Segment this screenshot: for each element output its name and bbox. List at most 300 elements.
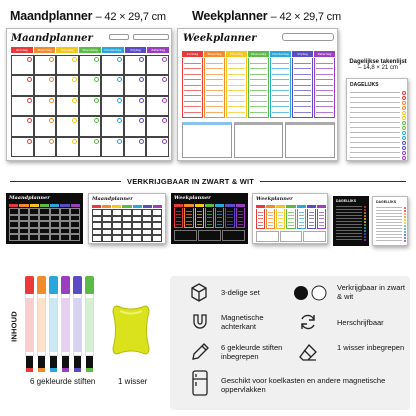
- checkbox-circle: [402, 126, 406, 130]
- writing-line: [316, 85, 333, 86]
- writing-line: [176, 214, 181, 215]
- writing-line: [299, 212, 304, 213]
- day-header-woensdag: Woensdag: [248, 51, 269, 57]
- writing-line: [184, 95, 201, 96]
- writing-line: [294, 79, 311, 80]
- variant-day-header: [92, 205, 162, 208]
- marker-brand: [38, 298, 45, 352]
- day-column: [236, 208, 245, 228]
- writing-line: [299, 222, 304, 223]
- task-line: [376, 225, 402, 226]
- marker: [25, 276, 34, 372]
- marker-cap: [25, 276, 34, 294]
- contents-label: INHOUD: [9, 311, 19, 342]
- day-column: [205, 208, 214, 228]
- writing-line: [186, 217, 191, 218]
- checkbox-circle: [404, 237, 406, 239]
- writing-line: [272, 68, 289, 69]
- calendar-cell: [112, 209, 122, 216]
- checkbox-circle: [404, 240, 406, 242]
- task-row: [376, 239, 406, 242]
- date-circle: [139, 98, 144, 103]
- task-line: [350, 97, 400, 98]
- calendar-cell: [112, 222, 122, 229]
- calendar-cell: [132, 229, 142, 236]
- variant-daily-white-label: DAGELIJKS: [376, 200, 397, 204]
- writing-line: [206, 90, 223, 91]
- eraser: [111, 302, 151, 358]
- monthly-title: Maandplanner – 42 × 29,7 cm: [10, 9, 166, 23]
- calendar-cell: [34, 137, 57, 157]
- day-header-vrijdag: [307, 205, 316, 208]
- feature-text: Magnetische achterkant: [221, 313, 264, 331]
- day-header-dinsdag: [112, 205, 121, 208]
- day-header-zaterdag: [153, 205, 162, 208]
- feature-text: 3-delige set: [221, 288, 260, 297]
- writing-line: [272, 79, 289, 80]
- writing-line: [238, 221, 243, 222]
- day-header-donderdag: Donderdag: [270, 51, 291, 57]
- writing-line: [176, 217, 181, 218]
- checkbox-circle: [404, 231, 406, 233]
- day-header-donderdag: [50, 204, 59, 207]
- writing-line: [228, 106, 245, 107]
- calendar-cell: [92, 209, 102, 216]
- checkbox-circle: [402, 106, 406, 110]
- writing-line: [217, 217, 222, 218]
- writing-line: [186, 214, 191, 215]
- marker: [61, 276, 70, 372]
- weekly-board: [177, 28, 338, 161]
- writing-line: [197, 214, 202, 215]
- writing-line: [184, 85, 201, 86]
- date-circle: [162, 118, 167, 123]
- day-header-vrijdag: [225, 204, 234, 207]
- calendar-cell: [50, 215, 60, 222]
- calendar-cell: [70, 215, 80, 222]
- writing-line: [228, 63, 245, 64]
- calendar-cell: [102, 222, 112, 229]
- calendar-cell: [124, 116, 147, 136]
- day-column: [174, 208, 183, 228]
- monthly-board-title: Maandplanner: [11, 33, 93, 44]
- calendar-cell: [92, 229, 102, 236]
- calendar-cell: [122, 235, 132, 242]
- calendar-cell: [60, 234, 70, 241]
- task-line: [376, 210, 402, 211]
- writing-line: [258, 225, 263, 226]
- day-column: [276, 209, 285, 229]
- task-line: [376, 228, 402, 229]
- calendar-cell: [34, 75, 57, 95]
- calendar-cell: [29, 215, 39, 222]
- writing-line: [278, 212, 283, 213]
- calendar-cell: [9, 234, 19, 241]
- date-circle: [27, 98, 32, 103]
- day-header-maandag: Maandag: [34, 47, 56, 53]
- feature-text: Herschrijfbaar: [337, 318, 384, 327]
- day-header-woensdag: [205, 204, 214, 207]
- date-circle: [27, 77, 32, 82]
- day-column: [182, 58, 203, 118]
- date-circle: [139, 118, 144, 123]
- writing-line: [316, 112, 333, 113]
- task-line: [376, 240, 402, 241]
- writing-line: [288, 212, 293, 213]
- writing-line: [316, 63, 333, 64]
- variant-daily-white: [372, 196, 408, 246]
- calendar-cell: [152, 216, 162, 223]
- writing-line: [294, 68, 311, 69]
- checkbox-circle: [404, 225, 406, 227]
- task-line: [376, 213, 402, 214]
- calendar-cell: [70, 208, 80, 215]
- marker-brand: [74, 298, 81, 352]
- writing-line: [227, 224, 232, 225]
- day-column: [266, 209, 275, 229]
- task-line: [350, 117, 400, 118]
- calendar-cell: [124, 55, 147, 75]
- writing-line: [217, 221, 222, 222]
- calendar-cell: [11, 75, 34, 95]
- variant-month-black: [6, 193, 83, 244]
- checkbox-circle: [402, 91, 406, 95]
- checkbox-circle: [402, 156, 406, 160]
- checkbox-circle: [404, 216, 406, 218]
- calendar-cell: [9, 208, 19, 215]
- calendar-cell: [9, 228, 19, 235]
- calendar-cell: [152, 229, 162, 236]
- calendar-cell: [19, 228, 29, 235]
- calendar-cell: [70, 228, 80, 235]
- day-header-vrijdag: Vrijdag: [292, 51, 313, 57]
- writing-line: [206, 74, 223, 75]
- date-circle: [117, 118, 122, 123]
- feature-text: Verkrijgbaar in zwart & wit: [337, 283, 405, 301]
- writing-line: [217, 211, 222, 212]
- monthly-board: [6, 28, 172, 161]
- eraser-caption: 1 wisser: [118, 377, 148, 386]
- calendar-cell: [11, 96, 34, 116]
- date-circle: [94, 139, 99, 144]
- date-circle: [49, 57, 54, 62]
- writing-line: [186, 224, 191, 225]
- day-column: [270, 58, 291, 118]
- writing-line: [250, 90, 267, 91]
- writing-line: [217, 224, 222, 225]
- writing-line: [316, 101, 333, 102]
- variant-grid: [9, 208, 80, 241]
- marker: [73, 276, 82, 372]
- date-circle: [72, 57, 77, 62]
- calendar-cell: [79, 55, 102, 75]
- writing-line: [319, 218, 324, 219]
- writing-line: [316, 74, 333, 75]
- calendar-cell: [146, 96, 169, 116]
- task-line: [350, 132, 400, 133]
- calendar-cell: [34, 116, 57, 136]
- calendar-cell: [56, 75, 79, 95]
- black-white-circles-icon: [292, 284, 330, 302]
- calendar-cell: [56, 96, 79, 116]
- variant-week-black-title: Weekplanner: [174, 195, 211, 201]
- day-header-vrijdag: Vrijdag: [125, 47, 147, 53]
- calendar-cell: [60, 215, 70, 222]
- date-circle: [49, 77, 54, 82]
- checkbox-circle: [404, 222, 406, 224]
- day-header-maandag: [266, 205, 275, 208]
- calendar-cell: [50, 208, 60, 215]
- calendar-cell: [9, 215, 19, 222]
- writing-line: [288, 225, 293, 226]
- calendar-cell: [34, 55, 57, 75]
- marker-cap: [61, 276, 70, 294]
- calendar-cell: [122, 216, 132, 223]
- day-header-donderdag: [215, 204, 224, 207]
- task-line: [350, 142, 400, 143]
- checkbox-circle: [364, 224, 366, 226]
- checkbox-circle: [364, 206, 366, 208]
- marker: [85, 276, 94, 372]
- date-circle: [72, 118, 77, 123]
- calendar-cell: [11, 55, 34, 75]
- checkbox-circle: [404, 228, 406, 230]
- calendar-cell: [70, 221, 80, 228]
- day-header-zaterdag: [317, 205, 326, 208]
- checkbox-circle: [402, 96, 406, 100]
- calendar-cell: [122, 209, 132, 216]
- writing-line: [206, 68, 223, 69]
- date-circle: [72, 77, 77, 82]
- day-header-maandag: [102, 205, 111, 208]
- marker-cap: [85, 276, 94, 294]
- date-circle: [117, 139, 122, 144]
- writing-line: [268, 218, 273, 219]
- writing-line: [207, 214, 212, 215]
- calendar-cell: [79, 75, 102, 95]
- calendar-cell: [79, 96, 102, 116]
- tasklist-board-label: DAGELIJKS: [350, 82, 379, 88]
- weekly-notes: [182, 122, 335, 158]
- writing-line: [272, 63, 289, 64]
- writing-line: [250, 85, 267, 86]
- black-section-title: VERKRIJGBAAR IN ZWART & WIT: [121, 177, 260, 186]
- writing-line: [184, 63, 201, 64]
- writing-line: [227, 217, 232, 218]
- date-circle: [94, 77, 99, 82]
- weekly-day-header: [182, 51, 335, 57]
- checkbox-circle: [402, 146, 406, 150]
- writing-line: [309, 225, 314, 226]
- tasklist-board: [346, 78, 408, 161]
- checkbox-circle: [402, 136, 406, 140]
- marker-eraser-tip: [50, 368, 57, 372]
- writing-line: [184, 106, 201, 107]
- writing-line: [228, 90, 245, 91]
- date-circle: [72, 98, 77, 103]
- task-line: [376, 237, 402, 238]
- writing-line: [228, 95, 245, 96]
- writing-line: [227, 211, 232, 212]
- marker-eraser-tip: [62, 368, 69, 372]
- writing-line: [268, 225, 273, 226]
- calendar-cell: [122, 222, 132, 229]
- writing-line: [309, 212, 314, 213]
- day-header-donderdag: [297, 205, 306, 208]
- date-circle: [117, 98, 122, 103]
- writing-line: [197, 224, 202, 225]
- day-column: [314, 58, 335, 118]
- variant-week-black: [171, 193, 248, 244]
- calendar-cell: [112, 216, 122, 223]
- checkbox-circle: [364, 233, 366, 235]
- writing-line: [309, 218, 314, 219]
- writing-line: [316, 79, 333, 80]
- day-header-vrijdag: [60, 204, 69, 207]
- day-header-zaterdag: [71, 204, 80, 207]
- calendar-cell: [79, 116, 102, 136]
- calendar-cell: [132, 235, 142, 242]
- writing-line: [294, 85, 311, 86]
- task-line: [376, 234, 402, 235]
- calendar-cell: [92, 216, 102, 223]
- calendar-cell: [39, 228, 49, 235]
- calendar-cell: [142, 235, 152, 242]
- day-header-dinsdag: [276, 205, 285, 208]
- year-field: [133, 34, 169, 40]
- date-circle: [117, 57, 122, 62]
- checkbox-circle: [364, 221, 366, 223]
- tasklist-title: Dagelijkse takenlijst – 14,8 × 21 cm: [349, 59, 407, 71]
- checkbox-circle: [364, 218, 366, 220]
- marker-brand: [62, 298, 69, 352]
- writing-line: [294, 106, 311, 107]
- task-line: [376, 207, 402, 208]
- day-column: [226, 58, 247, 118]
- calendar-cell: [39, 234, 49, 241]
- checkbox-circle: [364, 236, 366, 238]
- calendar-cell: [60, 221, 70, 228]
- date-circle: [162, 98, 167, 103]
- writing-line: [197, 211, 202, 212]
- day-header-maandag: [184, 204, 193, 207]
- calendar-cell: [50, 234, 60, 241]
- writing-line: [207, 211, 212, 212]
- writing-line: [197, 217, 202, 218]
- writing-line: [299, 218, 304, 219]
- marker-eraser-tip: [86, 368, 93, 372]
- magnet-icon: [190, 312, 210, 332]
- writing-line: [299, 225, 304, 226]
- task-line: [336, 206, 362, 207]
- day-column: [292, 58, 313, 118]
- writing-line: [207, 217, 212, 218]
- checkbox-circle: [404, 210, 406, 212]
- calendar-cell: [152, 235, 162, 242]
- date-circle: [139, 57, 144, 62]
- checkbox-circle: [364, 239, 366, 241]
- writing-line: [278, 225, 283, 226]
- task-line: [336, 221, 362, 222]
- writing-line: [258, 222, 263, 223]
- day-header-zaterdag: Zaterdag: [314, 51, 335, 57]
- marker-eraser-tip: [26, 368, 33, 372]
- day-header-maandag: Maandag: [204, 51, 225, 57]
- task-line: [336, 233, 362, 234]
- calendar-cell: [101, 96, 124, 116]
- marker-cap: [73, 276, 82, 294]
- writing-line: [272, 90, 289, 91]
- writing-line: [184, 79, 201, 80]
- week-field: [282, 33, 334, 41]
- calendar-cell: [79, 137, 102, 157]
- writing-line: [294, 90, 311, 91]
- checkbox-circle: [402, 121, 406, 125]
- checkbox-circle: [364, 227, 366, 229]
- calendar-cell: [142, 229, 152, 236]
- writing-line: [228, 101, 245, 102]
- calendar-cell: [92, 222, 102, 229]
- tasklist-rows: [350, 90, 406, 160]
- month-name-field: [109, 34, 129, 40]
- writing-line: [272, 112, 289, 113]
- writing-line: [294, 63, 311, 64]
- marker: [37, 276, 46, 372]
- writing-line: [309, 215, 314, 216]
- calendar-cell: [124, 137, 147, 157]
- writing-line: [176, 221, 181, 222]
- date-circle: [94, 118, 99, 123]
- writing-line: [228, 85, 245, 86]
- marker-icon: [190, 342, 210, 362]
- monthly-day-header: [11, 47, 169, 53]
- day-column: [286, 209, 295, 229]
- writing-line: [186, 221, 191, 222]
- date-circle: [162, 57, 167, 62]
- variant-grid: [92, 209, 162, 242]
- calendar-cell: [101, 75, 124, 95]
- variant-day-header: [9, 204, 80, 207]
- checkbox-circle: [402, 141, 406, 145]
- day-header-zondag: Zondag: [182, 51, 203, 57]
- task-line: [350, 137, 400, 138]
- writing-line: [316, 90, 333, 91]
- task-line: [376, 231, 402, 232]
- writing-line: [272, 85, 289, 86]
- writing-line: [217, 214, 222, 215]
- day-header-woensdag: [122, 205, 131, 208]
- date-circle: [139, 139, 144, 144]
- day-header-dinsdag: Dinsdag: [56, 47, 78, 53]
- writing-line: [227, 221, 232, 222]
- writing-line: [206, 106, 223, 107]
- calendar-cell: [50, 228, 60, 235]
- task-line: [350, 157, 400, 158]
- box-icon: [190, 282, 208, 302]
- calendar-cell: [29, 228, 39, 235]
- writing-line: [272, 95, 289, 96]
- day-column: [297, 209, 306, 229]
- calendar-cell: [124, 96, 147, 116]
- writing-line: [176, 211, 181, 212]
- task-line: [336, 218, 362, 219]
- day-column: [184, 208, 193, 228]
- date-circle: [27, 57, 32, 62]
- eraser-icon: [298, 342, 318, 362]
- checkbox-circle: [404, 207, 406, 209]
- calendar-cell: [56, 116, 79, 136]
- task-line: [350, 122, 400, 123]
